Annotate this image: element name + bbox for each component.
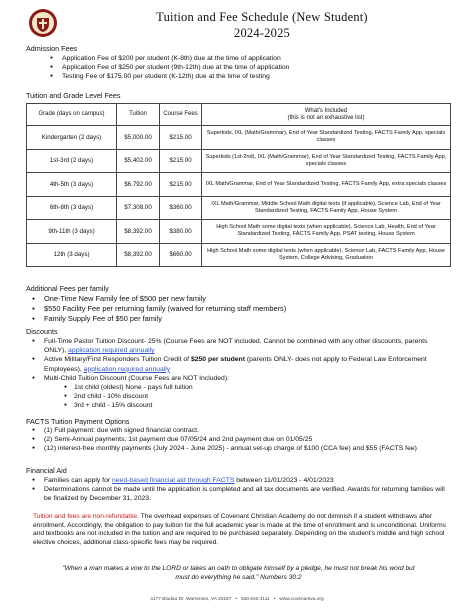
separator-dot-icon: • [271,597,279,602]
aid-list [26,476,451,504]
list-item: ● Multi-Child Tuition Discount (Course Fees are NOT Included): [26,374,451,383]
cell-tuition: $8,392.00 [117,220,160,244]
table-row [27,196,451,220]
cell-grade: 9th-11th (3 days) [27,220,117,244]
admission-list [44,54,454,82]
financial-aid-link[interactable]: need-based financial aid through FACTS [112,477,235,484]
military-application-link[interactable]: application required annually [83,365,171,373]
page-title: Tuition and Fee Schedule (New Student) 2024-2025 [156,10,368,40]
additional-heading: Additional Fees per family [26,284,109,293]
table-header-row [27,104,451,126]
cell-grade: Kindergarten (2 days) [27,126,117,150]
col-included: What's Included (this is not an exhaustive list) [202,104,451,126]
cell-fees: $215.00 [160,126,202,150]
list-item: ● (12) interest-free monthly payments (July 2024 - June 2025) - annual set-up charge of $100 (CCA fee) and $55 (FACTS fee) [26,444,451,453]
list-item: ● $550 Facility Fee per returning family (waived for returning staff members) [26,304,451,314]
footer [0,597,474,602]
col-grade: Grade (days on campus) [27,104,117,126]
table-row [27,126,451,150]
cell-tuition: $6,792.00 [117,173,160,197]
admission-heading: Admission Fees [26,44,78,53]
list-item: ● Application Fee of $200 per student (K-8th) due at the time of application [44,54,454,63]
footer-website[interactable]: www.covenantva.org [279,597,324,602]
cell-included: IXL Math/Grammar, End of Year Standardized Testing, FACTS Family App, extra specials classes [202,173,451,197]
list-item: ● 3rd + child - 15% discount [26,401,451,410]
cell-fees: $215.00 [160,173,202,197]
cell-grade: 4th-5th (3 days) [27,173,117,197]
facts-heading: FACTS Tuition Payment Options [26,417,130,426]
school-seal-icon [28,8,58,38]
list-item: ● Application Fee of $250 per student (9th-12th) due at the time of application [44,63,454,72]
footer-phone: 540.640.4111 [241,597,270,602]
separator-dot-icon: • [232,597,240,602]
non-refundable-notice: Tuition and fees are non-refundable. [33,513,140,520]
cell-fees: $215.00 [160,149,202,173]
table-row [27,149,451,173]
cell-grade: 6th-8th (3 days) [27,196,117,220]
list-item: ● Full-Time Pastor Tuition Discount- 25% (Course Fees are NOT included. Cannot be combined with any other discounts, parents ONLY), application required annually [26,337,451,355]
list-item: ● (1) Full payment: due with signed financial contract. [26,426,451,435]
discounts-heading: Discounts [26,327,58,336]
tuition-heading: Tuition and Grade Level Fees [26,91,121,100]
list-item: ● Family Supply Fee of $50 per family [26,314,451,324]
cell-tuition: $7,308.00 [117,196,160,220]
col-tuition: Tuition [117,104,160,126]
cell-included: High School Math some digital texts (when applicable), Science Lab, FACTS Family App, House System, College Advising, Graduation [202,243,451,267]
cell-included: IXL Math/Grammar, Middle School Math digital texts (if applicable), Science Lab, End of Year Standardized Testing, FACTS Family App, House System [202,196,451,220]
cell-fees: $360.00 [160,196,202,220]
cell-included: Superkids, IXL (Math/Grammar), End of Year Standardized Testing, FACTS Family App, specials classes [202,126,451,150]
aid-heading: Financial Aid [26,466,67,475]
list-item: ● Active Military/First Responders Tuition Credit of $250 per student (parents ONLY- does not apply to Federal Law Enforcement Employees), application required annually [26,355,451,373]
discounts-list [26,337,451,411]
refund-policy: Tuition and fees are non-refundable. The overhead expenses of Covenant Christian Academy do not diminish if a student withdraws after enrollment. Accordingly, the obligation to pay tuition for the full academic year is made at the time of enrollment and is unconditional. Uniforms and textbooks are not included in the tuition and are required to be purchased separately. Depending on the student's middle and high school elective choices, additional class-specific fees may be required. [33,513,446,546]
facts-list [26,426,451,454]
additional-list [26,294,451,324]
cell-fees: $380.00 [160,220,202,244]
scripture-quote: "When a man makes a vow to the LORD or takes an oath to obligate himself by a pledge, he must not break his word but must do everything he said." Numbers 30:2 [62,565,415,581]
list-item: ● Families can apply for need-based financial aid through FACTS between 11/01/2023 - 4/01/2023 [26,476,451,485]
table-row [27,220,451,244]
cell-included: High School Math some digital texts (when applicable), Science Lab, Health, End of Year Standardized Testing, FACTS Family App, PSAT testing, House System [202,220,451,244]
table-row [27,173,451,197]
cell-tuition: $8,392.00 [117,243,160,267]
cell-grade: 1st-3rd (2 days) [27,149,117,173]
cell-fees: $660.00 [160,243,202,267]
cell-included: Superkids (1st-2nd), IXL (Math/Grammar), End of Year Standardized Testing, FACTS Family App, specials classes [202,149,451,173]
list-item: ● (2) Semi-Annual payments: 1st payment due 07/05/24 and 2nd payment due on 01/05/25 [26,435,451,444]
footer-address: 4177 Bludau Dr. Warrenton, VA 20187 [150,597,232,602]
tuition-table [26,103,451,267]
col-course-fees: Course Fees [160,104,202,126]
cell-tuition: $5,402.00 [117,149,160,173]
list-item: ● Testing Fee of $175.00 per student (K-12th) due at the time of testing [44,72,454,81]
list-item: ● One-Time New Family fee of $500 per new family [26,294,451,304]
list-item: ● 1st child (oldest) None - pays full tuition [26,383,451,392]
pastor-application-link[interactable]: application required annually [68,347,155,355]
cell-tuition: $5,000.00 [117,126,160,150]
list-item: ● Determinations cannot be made until the application is completed and all tax documents are verified. Awards for returning families will be finalized by December 31, 2023. [26,485,451,503]
table-row [27,243,451,267]
list-item: ● 2nd child - 10% discount [26,392,451,401]
cell-grade: 12th (3 days) [27,243,117,267]
